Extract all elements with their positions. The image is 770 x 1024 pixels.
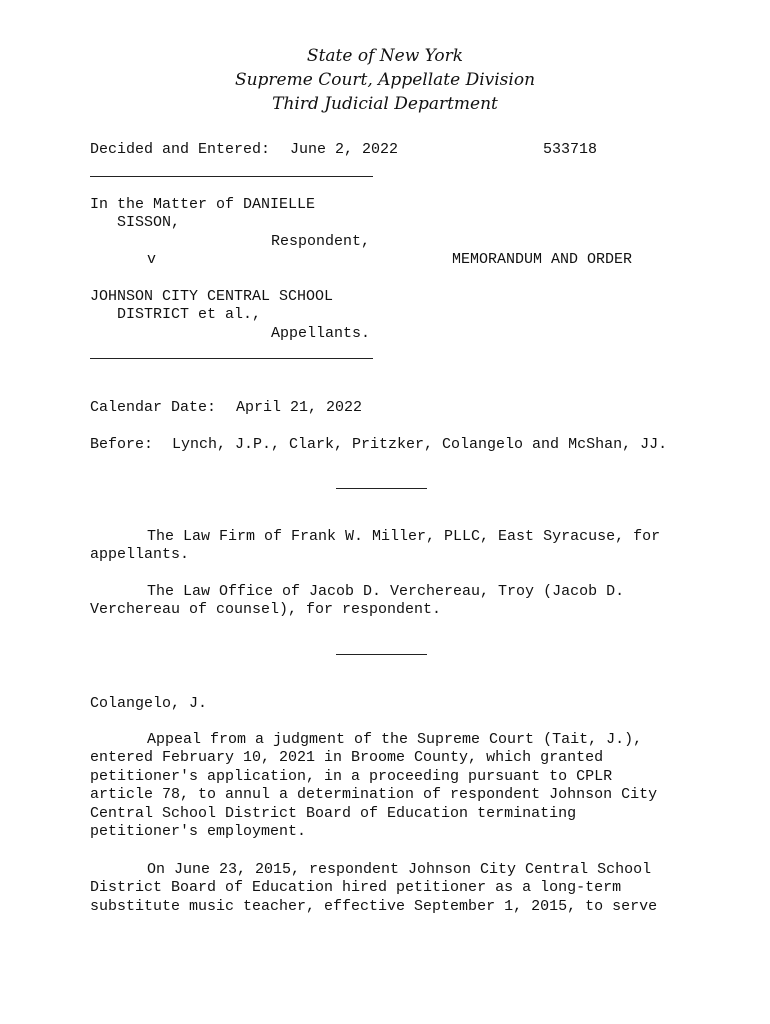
decided-label: Decided and Entered: [90,141,271,158]
counsel-appellants-line-1: The Law Firm of Frank W. Miller, PLLC, East Syracuse, for [147,528,661,545]
section-divider-2 [336,654,427,655]
before-judges: Lynch, J.P., Clark, Pritzker, Colangelo and McShan, JJ. [172,436,668,453]
docket-number: 533718 [543,141,598,158]
document-type: MEMORANDUM AND ORDER [452,251,633,268]
court-department: Third Judicial Department [272,94,498,114]
caption-bottom-rule [90,358,373,359]
counsel-appellants-line-2: appellants. [90,546,190,563]
before-label: Before: [90,436,154,453]
opinion-paragraph-1-line: petitioner's application, in a proceeding pursuant to CPLR [90,768,613,785]
matter-line-2: SISSON, [117,214,181,231]
opinion-paragraph-1-line: petitioner's employment. [90,823,307,840]
caption-top-rule [90,176,373,177]
matter-line-1: In the Matter of DANIELLE [90,196,316,213]
opponent-line-2: DISTRICT et al., [117,306,262,323]
opinion-author: Colangelo, J. [90,695,208,712]
court-name: Supreme Court, Appellate Division [234,70,536,90]
opinion-paragraph-2-line: On June 23, 2015, respondent Johnson City Central School [147,861,652,878]
opinion-paragraph-1-line: entered February 10, 2021 in Broome County, which granted [90,749,604,766]
opinion-paragraph-1-line: Central School District Board of Education terminating [90,805,577,822]
opinion-paragraph-1-line: article 78, to annul a determination of respondent Johnson City [90,786,658,803]
opinion-paragraph-1-line: Appeal from a judgment of the Supreme Court (Tait, J.), [147,731,643,748]
opinion-paragraph-2-line: substitute music teacher, effective September 1, 2015, to serve [90,898,658,915]
calendar-date: April 21, 2022 [236,399,363,416]
respondent-role: Respondent, [271,233,371,250]
versus: v [147,251,157,268]
opinion-paragraph-2-line: District Board of Education hired petitioner as a long-term [90,879,622,896]
counsel-respondent-line-1: The Law Office of Jacob D. Verchereau, Troy (Jacob D. [147,583,625,600]
court-state: State of New York [306,46,464,66]
calendar-label: Calendar Date: [90,399,217,416]
decided-date: June 2, 2022 [290,141,399,158]
appellant-role: Appellants. [271,325,371,342]
opponent-line-1: JOHNSON CITY CENTRAL SCHOOL [90,288,334,305]
counsel-respondent-line-2: Verchereau of counsel), for respondent. [90,601,442,618]
section-divider-1 [336,488,427,489]
